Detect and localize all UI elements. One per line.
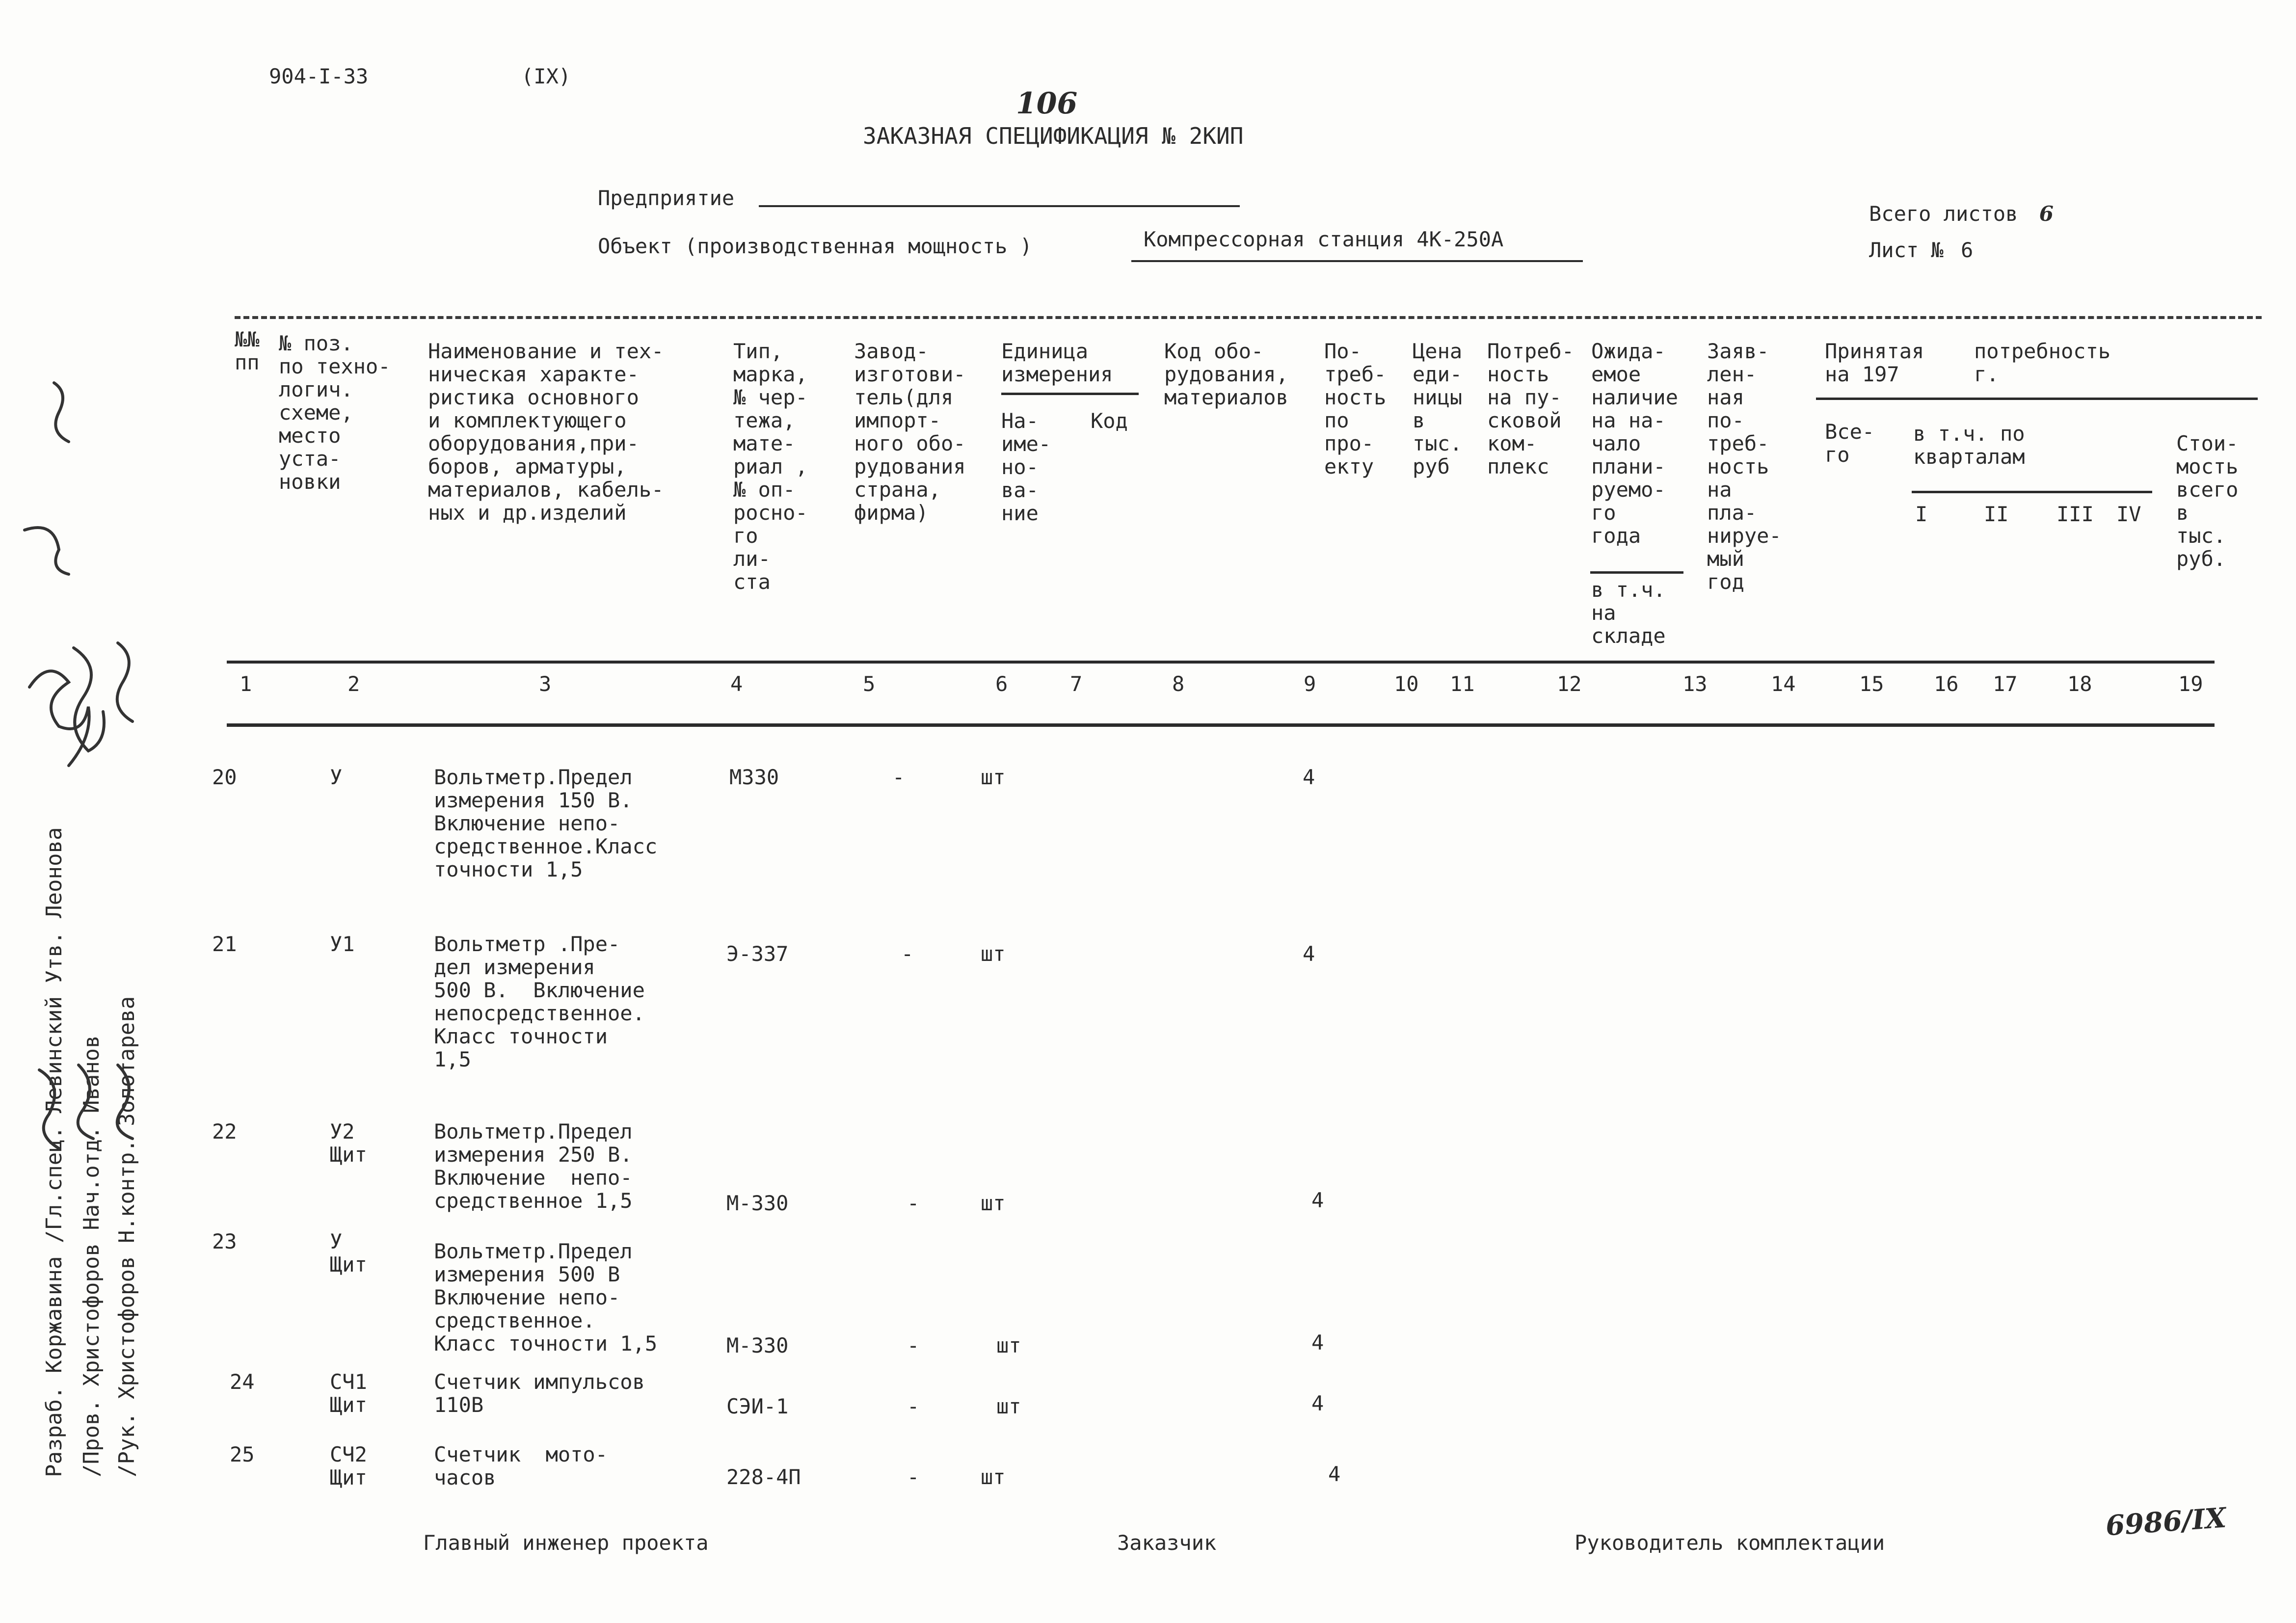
row-manufacturer: - (892, 765, 905, 789)
enterprise-underline (759, 205, 1240, 207)
header-equipment-code: Код обо- рудования, материалов (1164, 339, 1288, 410)
column-number: 8 (1172, 672, 1185, 696)
header-quarter-4: IV (2116, 502, 2141, 526)
header-manufacturer: Завод- изготови- тель(для импорт- ного обо- рудования страна, фирма) (854, 339, 966, 525)
row-manufacturer: - (907, 1465, 920, 1489)
header-in-stock: в т.ч. на складе (1591, 578, 1666, 648)
column-number: 17 (1993, 672, 2018, 696)
row-unit: шт (996, 1333, 1021, 1357)
signature-line-1: Разраб. Коржавина /Гл.спец. Левинский Утв. Леонова (42, 827, 67, 1477)
header-accepted: Принятая на 197 (1825, 339, 1924, 387)
header-quarter-2: II (1984, 502, 2009, 526)
row-unit: шт (981, 765, 1006, 789)
row-unit: шт (981, 942, 1006, 966)
object-label: Объект (производственная мощность ) (598, 234, 1033, 258)
column-numbers-bottom-rule (227, 723, 2215, 727)
header-unit: Единица измерения (1001, 339, 1113, 387)
header-expected-stock: Ожида- емое наличие на на- чало плани- руемо- го года (1591, 339, 1679, 548)
unit-rule (1001, 393, 1139, 395)
row-name: Вольтметр.Предел измерения 150 В. Включение непо- средственное.Класс точности 1,5 (434, 765, 658, 882)
row-manufacturer: - (907, 1394, 920, 1418)
column-number: 14 (1771, 672, 1796, 696)
sheet-number (1869, 239, 1973, 262)
row-type: Э-337 (726, 942, 789, 966)
header-quarters: в т.ч. по кварталам (1913, 422, 2025, 469)
row-quantity: 4 (1303, 765, 1315, 789)
total-sheets-label: Всего листов (1869, 202, 2018, 226)
sheet-label: Лист № (1869, 238, 1944, 262)
header-unit-price: Цена еди- ницы в тыс. руб (1413, 339, 1463, 479)
row-number: 21 (212, 932, 237, 956)
header-unit-name: На- име- но- ва- ние (1001, 409, 1051, 526)
row-number: 25 (230, 1442, 255, 1466)
sheet-value: 6 (1961, 238, 1974, 262)
row-number: 23 (212, 1229, 237, 1253)
signature-line-3: /Рук. Христофоров Н.контр. Золотарева (114, 996, 139, 1477)
row-unit: шт (996, 1394, 1021, 1418)
row-position: У (330, 765, 343, 789)
header-type: Тип, марка, № чер- тежа, мате- риал , № оп- росно- го ли- ста (733, 339, 808, 594)
table-top-rule (235, 316, 2262, 319)
row-name: Счетчик мото- часов (434, 1442, 608, 1490)
row-name: Вольтметр.Предел измерения 250 В. Включение непо- средственное 1,5 (434, 1119, 633, 1213)
column-number: 13 (1682, 672, 1708, 696)
row-quantity: 4 (1311, 1188, 1324, 1212)
row-type: М-330 (726, 1333, 789, 1357)
object-underline (1131, 260, 1583, 262)
header-startup-need: Потреб- ность на пу- сковой ком- плекс (1487, 339, 1575, 479)
total-sheets (1869, 202, 2054, 225)
row-type: 228-4П (726, 1465, 801, 1489)
row-unit: шт (981, 1191, 1006, 1215)
volume-number: (IX) (521, 64, 571, 88)
row-manufacturer: - (901, 942, 914, 966)
row-manufacturer: - (907, 1333, 920, 1357)
column-number: 10 (1394, 672, 1419, 696)
row-quantity: 4 (1311, 1330, 1324, 1355)
row-position: СЧ1 Щит (330, 1370, 367, 1417)
row-unit: шт (981, 1465, 1006, 1489)
total-sheets-value: 6 (2039, 202, 2054, 226)
row-quantity: 4 (1311, 1391, 1324, 1415)
in-stock-rule (1590, 571, 1683, 574)
header-quarter-1: I (1915, 502, 1928, 526)
enterprise-label: Предприятие (598, 186, 735, 210)
row-type: СЭИ-1 (726, 1394, 789, 1418)
page-number: 106 (1016, 86, 1078, 121)
header-quarter-3: III (2056, 502, 2094, 526)
customer-label: Заказчик (1117, 1531, 1217, 1555)
row-position: СЧ2 Щит (330, 1442, 367, 1490)
page-title: ЗАКАЗНАЯ СПЕЦИФИКАЦИЯ № 2КИП (863, 123, 1244, 149)
header-row-number: №№ пп (235, 327, 260, 375)
column-number: 9 (1304, 672, 1316, 696)
column-number: 11 (1450, 672, 1475, 696)
signature-line-2: /Пров. Христофоров Нач.отд. Иванов (79, 1035, 104, 1477)
column-number: 5 (863, 672, 876, 696)
row-quantity: 4 (1303, 942, 1315, 966)
column-number: 3 (539, 672, 552, 696)
row-number: 20 (212, 765, 237, 789)
header-total: Все- го (1825, 420, 1875, 467)
row-position: У2 Щит (330, 1119, 367, 1167)
row-name: Вольтметр.Предел измерения 500 В Включение непо- средственное. Класс точности 1,5 (434, 1239, 658, 1356)
header-name: Наименование и тех- ническая характе- ристика основного и комплектующего оборудования,при- боров, арматуры, материалов, кабель- ных и др.изделий (428, 339, 664, 525)
header-declared-need: Заяв- лен- ная по- треб- ность на пла- нируе- мый год (1707, 339, 1782, 594)
column-number: 7 (1070, 672, 1083, 696)
header-position: № поз. по техно- логич. схеме, место уста- новки (279, 331, 391, 494)
column-number: 12 (1557, 672, 1582, 696)
row-number: 24 (230, 1370, 255, 1394)
document-code: 904-I-33 (269, 64, 369, 88)
chief-engineer-label: Главный инженер проекта (423, 1531, 709, 1555)
column-number: 16 (1934, 672, 1959, 696)
row-position: У Щит (330, 1229, 367, 1277)
row-type: М-330 (726, 1191, 789, 1215)
column-number: 18 (2067, 672, 2092, 696)
header-total-cost: Стои- мость всего в тыс. руб. (2176, 431, 2239, 571)
row-type: М330 (729, 765, 779, 789)
table-header-bottom-rule (227, 661, 2215, 664)
column-number: 2 (347, 672, 360, 696)
row-quantity: 4 (1328, 1462, 1341, 1486)
supply-head-label: Руководитель комплектации (1575, 1531, 1885, 1555)
row-position: У1 (330, 932, 355, 956)
handwritten-signatures (0, 0, 177, 1623)
column-number: 4 (730, 672, 743, 696)
column-number: 15 (1859, 672, 1884, 696)
header-need-year: потребность г. (1974, 339, 2111, 387)
archive-stamp: 6986/IX (2104, 1501, 2227, 1543)
row-name: Вольтметр .Пре- дел измерения 500 В. Включение непосредственное. Класс точности 1,5 (434, 932, 645, 1072)
accepted-need-rule (1816, 398, 2258, 400)
row-name: Счетчик импульсов 110В (434, 1370, 645, 1417)
header-project-need: По- треб- ность по про- екту (1324, 339, 1387, 479)
column-number: 6 (995, 672, 1008, 696)
row-manufacturer: - (907, 1191, 920, 1215)
column-number: 19 (2178, 672, 2203, 696)
header-unit-code: Код (1091, 409, 1128, 433)
object-value: Компрессорная станция 4К-250А (1144, 227, 1504, 251)
column-number: 1 (240, 672, 252, 696)
quarters-rule (1912, 491, 2152, 493)
row-number: 22 (212, 1119, 237, 1144)
